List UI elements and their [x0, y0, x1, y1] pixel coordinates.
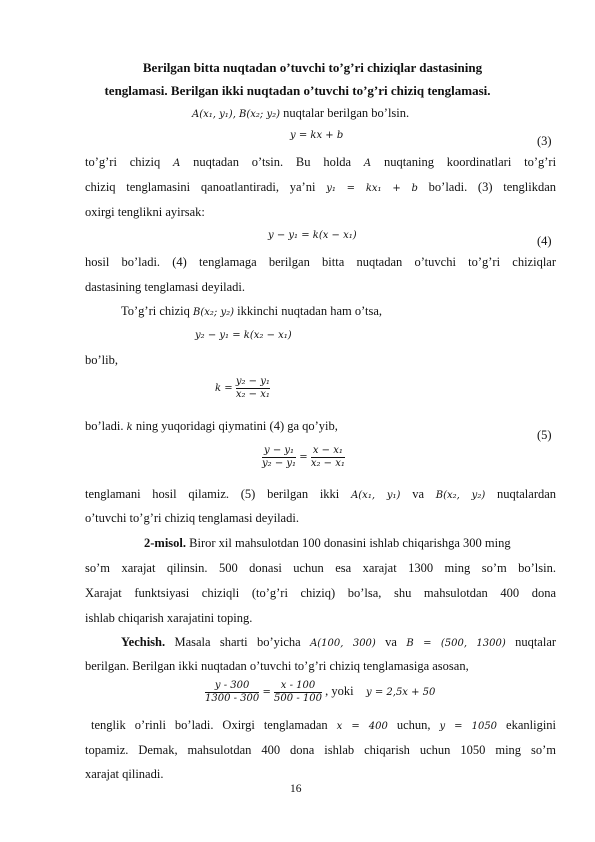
para3-text-b: ikkinchi nuqtadan ham o’tsa,	[237, 304, 383, 318]
para4-line	[85, 419, 338, 434]
example-line4: ishlab chiqarish xarajatini toping.	[85, 611, 253, 625]
para5-text-c: nuqtalardan	[497, 487, 557, 501]
equation-3-number: (3)	[537, 134, 552, 148]
solution-line6: xarajat qilinadi.	[85, 767, 164, 781]
equation-inline-y1: y₁ = kx₁ + b	[326, 183, 418, 194]
equation-5	[262, 445, 345, 470]
para1-line3: oxirgi tenglikni ayirsak:	[85, 205, 205, 219]
solution-line2: berilgan. Berilgan ikki nuqtadan o’tuvchi to’g’ri chiziq tenglamasiga asosan,	[85, 659, 469, 673]
equation-k-fraction	[236, 376, 270, 401]
equation-k	[215, 376, 270, 401]
point-b-3: B(x₂, y₂)	[435, 490, 486, 501]
equation-5-fraction-y	[262, 445, 296, 470]
equation-3: y = kx + b	[290, 130, 344, 141]
solution-label: Yechish.	[121, 635, 166, 649]
section-title-line1: Berilgan bitta nuqtadan o’tuvchi to’g’ri chiziqlar dastasining	[142, 60, 483, 75]
solution-text-c: nuqtalar	[515, 635, 557, 649]
para5-line2: o’tuvchi to’g’ri chiziq tenglamasi deyiladi.	[85, 511, 299, 525]
para3-line	[121, 304, 382, 319]
example-line1	[144, 536, 511, 551]
point-a: A(x₁, y₁),	[192, 109, 236, 120]
solution-line5: topamiz. Demak, mahsulotdan 400 dona ishlab chiqarish uchun 1050 ming so’m	[85, 743, 556, 757]
para1-text-d: chiziq tenglamasini qanoatlantiradi, ya’ni	[85, 180, 316, 194]
para1-text-c: nuqtaning koordinatlari to’g’ri	[383, 155, 557, 169]
symbol-a-2: A	[363, 158, 372, 169]
para2-line2: dastasining tenglamasi deyiladi.	[85, 280, 246, 294]
example-label: 2-misol.	[144, 536, 187, 550]
para1-line1	[85, 155, 556, 170]
para1-text-e: bo’ladi. (3) tenglikdan	[428, 180, 557, 194]
solution-yoki: , yoki	[325, 684, 354, 698]
para2-line1: hosil bo’ladi. (4) tenglamaga berilgan bitta nuqtadan o’tuvchi to’g’ri chiziqlar	[85, 255, 556, 269]
example-line3: Xarajat funktsiyasi chiziqli (to’g’ri chiziq) bo’lsa, shu mahsulotdan 400 dona	[85, 586, 556, 600]
para5-line1	[85, 487, 556, 502]
solution-text-uchun: uchun,	[396, 718, 431, 732]
para1-line2	[85, 180, 556, 195]
point-b: B(x₂; y₂)	[239, 109, 281, 120]
equation-slope-mid: y₂ − y₁ = k(x₂ − x₁)	[195, 330, 292, 341]
solution-line1	[121, 635, 556, 650]
solution-x-value: x = 400	[336, 721, 388, 732]
point-b-values: B = (500, 1300)	[406, 638, 506, 649]
equation-k-lhs: k =	[215, 383, 233, 394]
solution-text-e: ekanligini	[506, 718, 557, 732]
point-b-2: B(x₂; y₂)	[193, 307, 235, 318]
equation-5-equals: =	[299, 452, 308, 463]
solution-result-equation: y = 2,5x + 50	[366, 687, 436, 698]
equation-4: y − y₁ = k(x − x₁)	[268, 230, 357, 241]
equation-5-num-y: y − y₁	[264, 445, 295, 456]
para3-text-a: To’g’ri chiziq	[121, 304, 190, 318]
para1-text-a: to’g’ri chiziq	[85, 155, 161, 169]
solution-text-d: tenglik o’rinli bo’ladi. Oxirgi tenglamadan	[91, 718, 328, 732]
solution-num-y: y - 300	[214, 680, 250, 691]
solution-equals: =	[262, 687, 271, 698]
equation-k-denominator: x₂ − x₁	[235, 389, 270, 400]
point-a-values: A(100, 300)	[310, 638, 376, 649]
bolib-text: bo’lib,	[85, 353, 118, 367]
para4-text-b: ning yuqoridagi qiymatini (4) ga qo’yib,	[135, 419, 338, 433]
solution-den-y: 1300 - 300	[205, 693, 260, 704]
solution-equation	[205, 680, 435, 705]
section-title-line2: tenglamasi. Berilgan ikki nuqtadan o’tuvchi to’g’ri chiziq tenglamasi.	[104, 83, 491, 98]
equation-k-numerator: y₂ − y₁	[235, 376, 270, 387]
solution-num-x: x - 100	[280, 680, 316, 691]
equation-5-den-x: x₂ − x₁	[310, 458, 345, 469]
solution-text-va: va	[385, 635, 397, 649]
symbol-a: A	[173, 158, 181, 169]
example-text-1: Biror xil mahsulotdan 100 donasini ishlab chiqarishga 300 ming	[189, 536, 511, 550]
equation-5-fraction-x	[311, 445, 345, 470]
intro-line	[192, 106, 409, 121]
equation-5-num-x: x − x₁	[312, 445, 343, 456]
solution-text-a: Masala sharti bo’yicha	[174, 635, 301, 649]
para5-text-a: tenglamani hosil qilamiz. (5) berilgan ikki	[85, 487, 340, 501]
equation-5-number: (5)	[537, 428, 552, 442]
page-number: 16	[290, 783, 302, 795]
solution-line4	[91, 718, 556, 733]
para1-text-b: nuqtadan o’tsin. Bu holda	[193, 155, 352, 169]
example-line2: so’m xarajat qilinsin. 500 donasi uchun esa xarajat 1300 ming so’m bo’lsin.	[85, 561, 556, 575]
solution-fraction-y	[205, 680, 259, 705]
solution-fraction-x	[274, 680, 322, 705]
solution-y-value: y = 1050	[439, 721, 498, 732]
symbol-k: k	[126, 422, 133, 433]
para4-text-a: bo’ladi.	[85, 419, 124, 433]
equation-4-number: (4)	[537, 234, 552, 248]
para5-text-va: va	[412, 487, 424, 501]
point-a-2: A(x₁, y₁)	[351, 490, 401, 501]
solution-den-x: 500 - 100	[274, 693, 322, 704]
equation-5-den-y: y₂ − y₁	[262, 458, 297, 469]
intro-text: nuqtalar berilgan bo’lsin.	[283, 106, 410, 120]
